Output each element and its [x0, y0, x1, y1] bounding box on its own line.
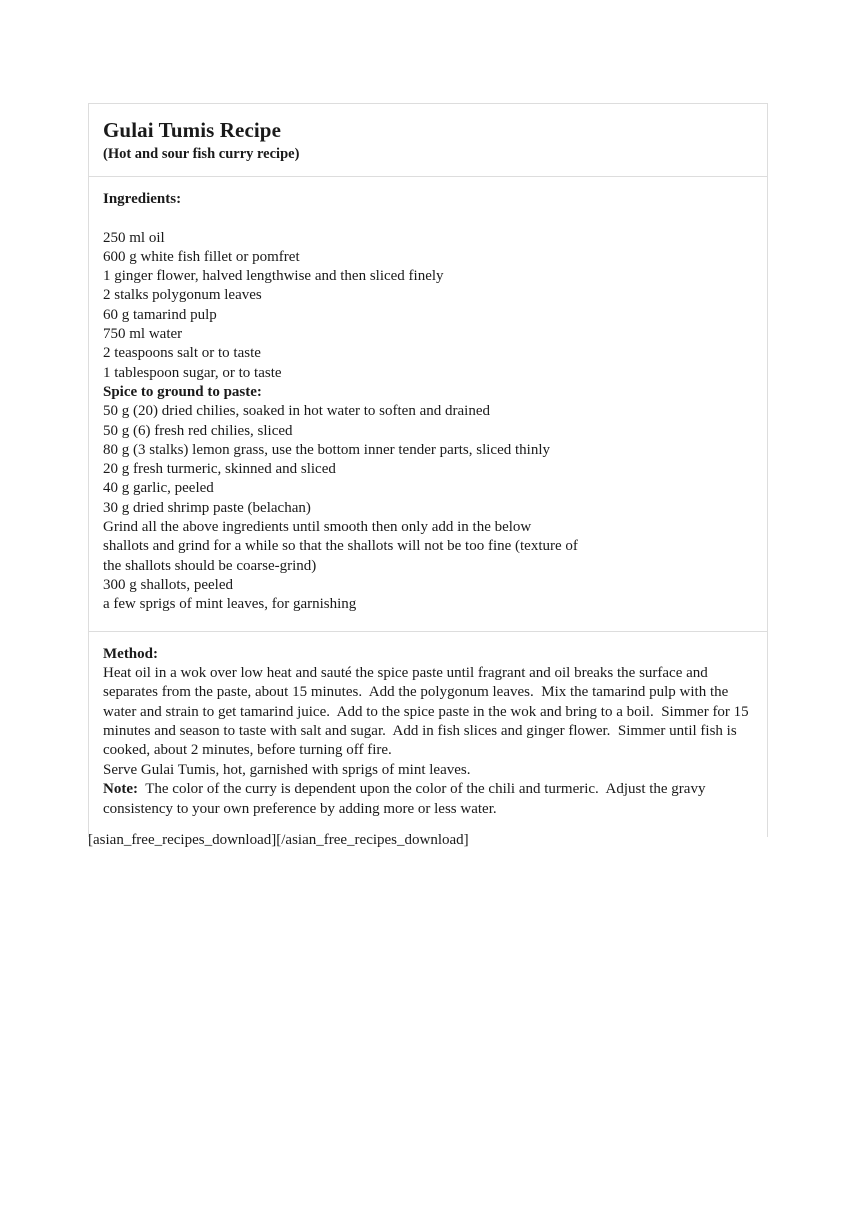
ingredient-item: 60 g tamarind pulp [103, 306, 217, 323]
ingredient-item: Grind all the above ingredients until smooth then only add in the below [103, 519, 532, 536]
ingredient-item: 20 g fresh turmeric, skinned and sliced [103, 461, 336, 478]
ingredient-item: 50 g (6) fresh red chilies, sliced [103, 422, 293, 439]
method-note [103, 780, 753, 819]
method-section [89, 632, 767, 838]
ingredients-list [103, 229, 753, 615]
ingredient-item: shallots and grind for a while so that the shallots will not be too fine (texture of [103, 538, 578, 555]
ingredient-item: 30 g dried shrimp paste (belachan) [103, 499, 311, 516]
ingredient-item: Spice to ground to paste: [103, 383, 262, 400]
ingredients-heading: Ingredients: [103, 191, 182, 207]
ingredient-item: a few sprigs of mint leaves, for garnishing [103, 596, 357, 613]
ingredient-item: 1 tablespoon sugar, or to taste [103, 364, 282, 381]
ingredients-section [89, 177, 767, 632]
footer-shortcode: [asian_free_recipes_download][/asian_free_recipes_download] [88, 832, 469, 848]
spacer-line [103, 209, 753, 228]
method-paragraph-2: Serve Gulai Tumis, hot, garnished with sprigs of mint leaves. [103, 761, 471, 778]
recipe-subtitle: (Hot and sour fish curry recipe) [103, 146, 300, 162]
note-label: Note: [103, 781, 138, 798]
ingredient-item: 600 g white fish fillet or pomfret [103, 248, 300, 265]
method-heading: Method: [103, 645, 158, 662]
method-body [103, 664, 753, 819]
ingredient-item: 2 stalks polygonum leaves [103, 287, 262, 304]
note-text: The color of the curry is dependent upon the color of the chili and turmeric. Adjust the gravy consistency to your own preference by adding more or less water. [103, 781, 710, 817]
ingredient-item: 250 ml oil [103, 229, 165, 246]
ingredient-item: 80 g (3 stalks) lemon grass, use the bottom inner tender parts, sliced thinly [103, 441, 550, 458]
method-paragraph-1: Heat oil in a wok over low heat and sauté the spice paste until fragrant and oil breaks the surface and separates from the paste, about 15 minutes. Add the polygonum leaves. Mix the tamarind pulp with the water and strain to get tamarind juice. Add to the spice paste in the wok and bring to a boil. Simmer for 15 minutes and season to taste with salt and sugar. Add in fish slices and ginger flower. Simmer until fish is cooked, about 2 minutes, before turning off fire. [103, 664, 753, 759]
ingredient-item: 1 ginger flower, halved lengthwise and then sliced finely [103, 268, 444, 285]
ingredient-item: 750 ml water [103, 326, 183, 343]
ingredient-item: 2 teaspoons salt or to taste [103, 345, 261, 362]
ingredient-item: 300 g shallots, peeled [103, 576, 233, 593]
ingredient-item: the shallots should be coarse-grind) [103, 557, 317, 574]
page-title: Gulai Tumis Recipe [103, 118, 282, 142]
recipe-card [88, 103, 768, 837]
ingredient-item: 50 g (20) dried chilies, soaked in hot water to soften and drained [103, 403, 490, 420]
ingredient-item: 40 g garlic, peeled [103, 480, 214, 497]
recipe-header-section [89, 104, 767, 177]
